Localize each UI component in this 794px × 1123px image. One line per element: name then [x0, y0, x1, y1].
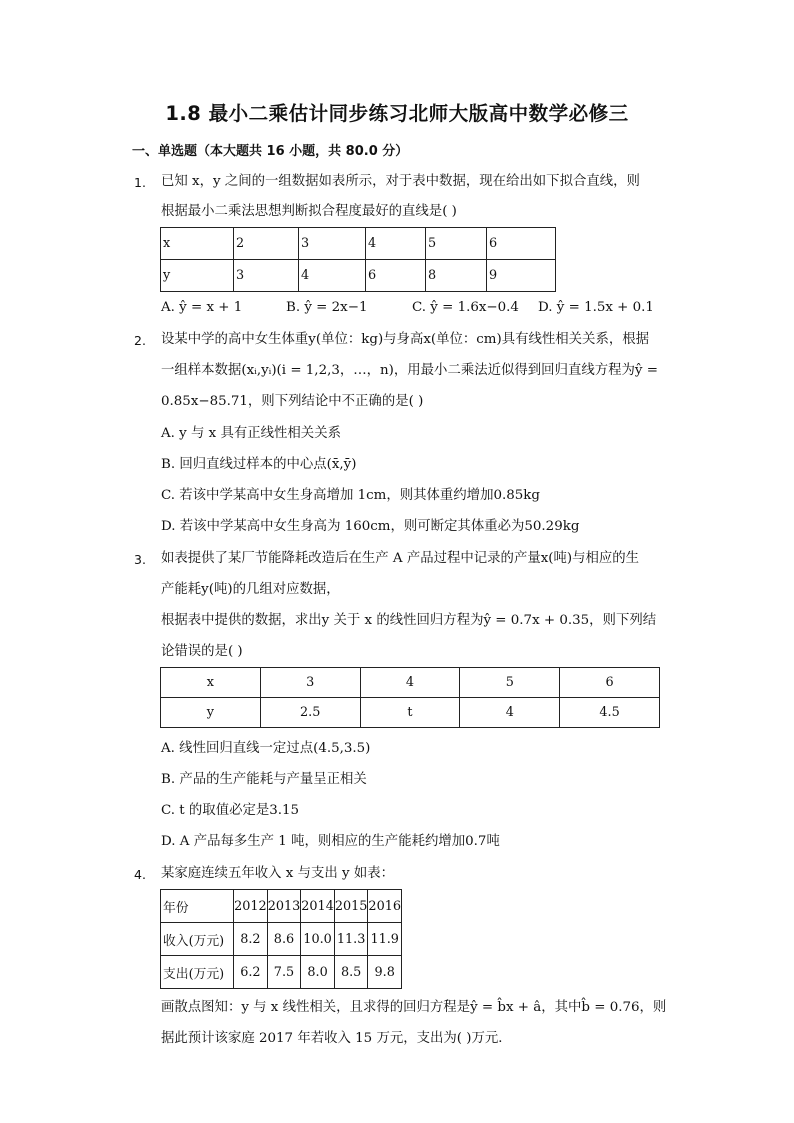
- table-row: [161, 698, 660, 728]
- table-cell: 6.2: [234, 956, 268, 989]
- question-text: 据此预计该家庭 2017 年若收入 15 万元，支出为( )万元．: [161, 1031, 512, 1046]
- option-d: D. ŷ = 1.5x + 0.1: [538, 300, 654, 315]
- question-number: 2.: [134, 333, 146, 348]
- question-text: 论错误的是( ): [161, 644, 243, 659]
- question-text: 已知 x，y 之间的一组数据如表所示，对于表中数据，现在给出如下拟合直线，则: [161, 174, 640, 189]
- table-cell: 9: [487, 260, 556, 292]
- table-cell: 2015: [334, 890, 368, 923]
- question-text: 画散点图知：y 与 x 线性相关，且求得的回归方程是ŷ = b̂x + â，其中b̂ = 0.76，则: [161, 1000, 667, 1015]
- table-cell: 6: [560, 668, 660, 698]
- option-b: B. 产品的生产能耗与产量呈正相关: [161, 772, 367, 787]
- question-text: 根据表中提供的数据，求出y 关于 x 的线性回归方程为ŷ = 0.7x + 0.35，则下列结: [161, 613, 657, 628]
- table-cell: 5: [460, 668, 560, 698]
- question-text: 一组样本数据(xᵢ,yᵢ)(i = 1,2,3，…，n)，用最小二乘法近似得到回归直线方程为ŷ =: [161, 363, 658, 378]
- table-cell: 4.5: [560, 698, 660, 728]
- table-cell: 3: [299, 228, 366, 260]
- question-number: 4.: [134, 867, 146, 882]
- question-text: 某家庭连续五年收入 x 与支出 y 如表：: [161, 866, 395, 881]
- table-cell: 11.3: [334, 923, 368, 956]
- table-cell: 8.5: [334, 956, 368, 989]
- table-row: [161, 260, 556, 292]
- table-row: [161, 668, 660, 698]
- table-cell: x: [161, 228, 234, 260]
- question-text: 产能耗y(吨)的几组对应数据，: [161, 582, 340, 597]
- table-row: [161, 923, 402, 956]
- table-cell: y: [161, 698, 261, 728]
- table-cell: x: [161, 668, 261, 698]
- table-cell: 2012: [234, 890, 268, 923]
- table-cell: 7.5: [267, 956, 301, 989]
- table-cell: 2.5: [260, 698, 360, 728]
- table-cell: 10.0: [301, 923, 335, 956]
- table-cell: 5: [426, 228, 487, 260]
- table-row: [161, 228, 556, 260]
- table-cell: 2: [234, 228, 299, 260]
- table-cell: 年份: [161, 890, 234, 923]
- question-text: 如表提供了某厂节能降耗改造后在生产 A 产品过程中记录的产量x(吨)与相应的生: [161, 551, 640, 566]
- table-cell: 8.6: [267, 923, 301, 956]
- option-b: B. ŷ = 2x−1: [286, 300, 368, 315]
- table-cell: 2014: [301, 890, 335, 923]
- question-text: 设某中学的高中女生体重y(单位：kg)与身高x(单位：cm)具有线性相关关系，根据: [161, 332, 650, 347]
- data-table: [160, 667, 660, 728]
- option-d: D. 若该中学某高中女生身高为 160cm，则可断定其体重必为50.29kg: [161, 519, 580, 534]
- table-cell: 11.9: [368, 923, 402, 956]
- question-number: 1.: [134, 175, 146, 190]
- table-cell: 2013: [267, 890, 301, 923]
- option-a: A. 线性回归直线一定过点(4.5,3.5): [161, 741, 371, 756]
- option-c: C. ŷ = 1.6x−0.4: [412, 300, 519, 315]
- data-table: [160, 889, 402, 989]
- table-cell: 2016: [368, 890, 402, 923]
- table-cell: 8: [426, 260, 487, 292]
- table-row: [161, 956, 402, 989]
- page-title: 1.8 最小二乘估计同步练习北师大版高中数学必修三: [165, 102, 629, 125]
- data-table: [160, 227, 556, 292]
- table-cell: 9.8: [368, 956, 402, 989]
- table-cell: y: [161, 260, 234, 292]
- question-text: 0.85x−85.71，则下列结论中不正确的是( ): [161, 394, 424, 409]
- option-a: A. ŷ = x + 1: [161, 300, 243, 315]
- option-d: D. A 产品每多生产 1 吨，则相应的生产能耗约增加0.7吨: [161, 834, 500, 849]
- table-cell: 3: [234, 260, 299, 292]
- table-cell: 4: [366, 228, 426, 260]
- table-cell: t: [360, 698, 460, 728]
- option-c: C. 若该中学某高中女生身高增加 1cm，则其体重约增加0.85kg: [161, 488, 540, 503]
- question-number: 3.: [134, 552, 146, 567]
- table-cell: 4: [299, 260, 366, 292]
- table-cell: 6: [366, 260, 426, 292]
- table-cell: 4: [360, 668, 460, 698]
- table-cell: 3: [260, 668, 360, 698]
- option-c: C. t 的取值必定是3.15: [161, 803, 300, 818]
- option-b: B. 回归直线过样本的中心点(x̄,ȳ): [161, 457, 357, 472]
- table-row: [161, 890, 402, 923]
- table-cell: 8.0: [301, 956, 335, 989]
- table-cell: 收入(万元): [161, 923, 234, 956]
- table-cell: 6: [487, 228, 556, 260]
- table-cell: 支出(万元): [161, 956, 234, 989]
- table-cell: 8.2: [234, 923, 268, 956]
- table-cell: 4: [460, 698, 560, 728]
- section-heading: 一、单选题（本大题共 16 小题，共 80.0 分）: [132, 144, 409, 159]
- option-a: A. y 与 x 具有正线性相关关系: [161, 426, 341, 441]
- question-text: 根据最小二乘法思想判断拟合程度最好的直线是( ): [161, 204, 457, 219]
